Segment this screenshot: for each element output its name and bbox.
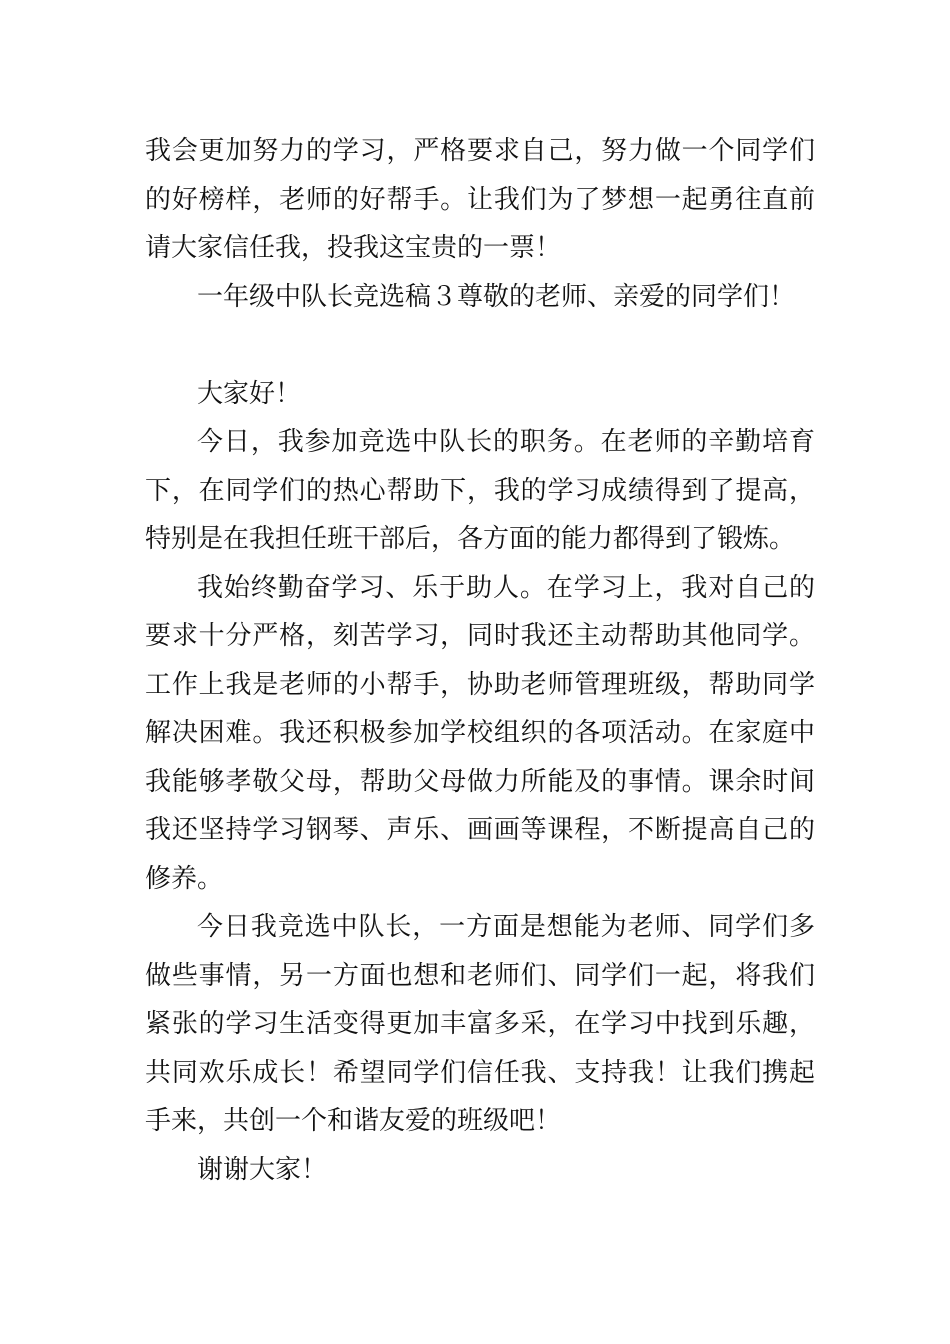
paragraph-purpose: 今日我竞选中队长，一方面是想能为老师、同学们多做些事情，另一方面也想和老师们、同学们一起，将我们紧张的学习生活变得更加丰富多采，在学习中找到乐趣，共同欢乐成长！希望同学们信任我、支持我！让我们携起手来，共创一个和谐友爱的班级吧！ (145, 912, 815, 1136)
paragraph-intro: 今日，我参加竞选中队长的职务。在老师的辛勤培育下，在同学们的热心帮助下，我的学习成绩得到了提高，特别是在我担任班干部后，各方面的能力都得到了锻炼。 (145, 427, 815, 554)
paragraph-qualities: 我始终勤奋学习、乐于助人。在学习上，我对自己的要求十分严格，刻苦学习，同时我还主动帮助其他同学。工作上我是老师的小帮手，协助老师管理班级，帮助同学解决困难。我还积极参加学校组织的各项活动。在家庭中我能够孝敬父母，帮助父母做力所能及的事情。课余时间我还坚持学习钢琴、声乐、画画等课程，不断提高自己的修养。 (145, 572, 815, 894)
paragraph-heading: 一年级中队长竞选稿３尊敬的老师、亲爱的同学们！ (197, 281, 796, 312)
paragraph-closing-previous: 我会更加努力的学习，严格要求自己，努力做一个同学们的好榜样，老师的好帮手。让我们为了梦想一起勇往直前请大家信任我，投我这宝贵的一票！ (145, 136, 815, 263)
paragraph-thanks: 谢谢大家！ (197, 1154, 328, 1185)
document-body (145, 127, 815, 1194)
paragraph-greeting: 大家好！ (197, 378, 302, 409)
